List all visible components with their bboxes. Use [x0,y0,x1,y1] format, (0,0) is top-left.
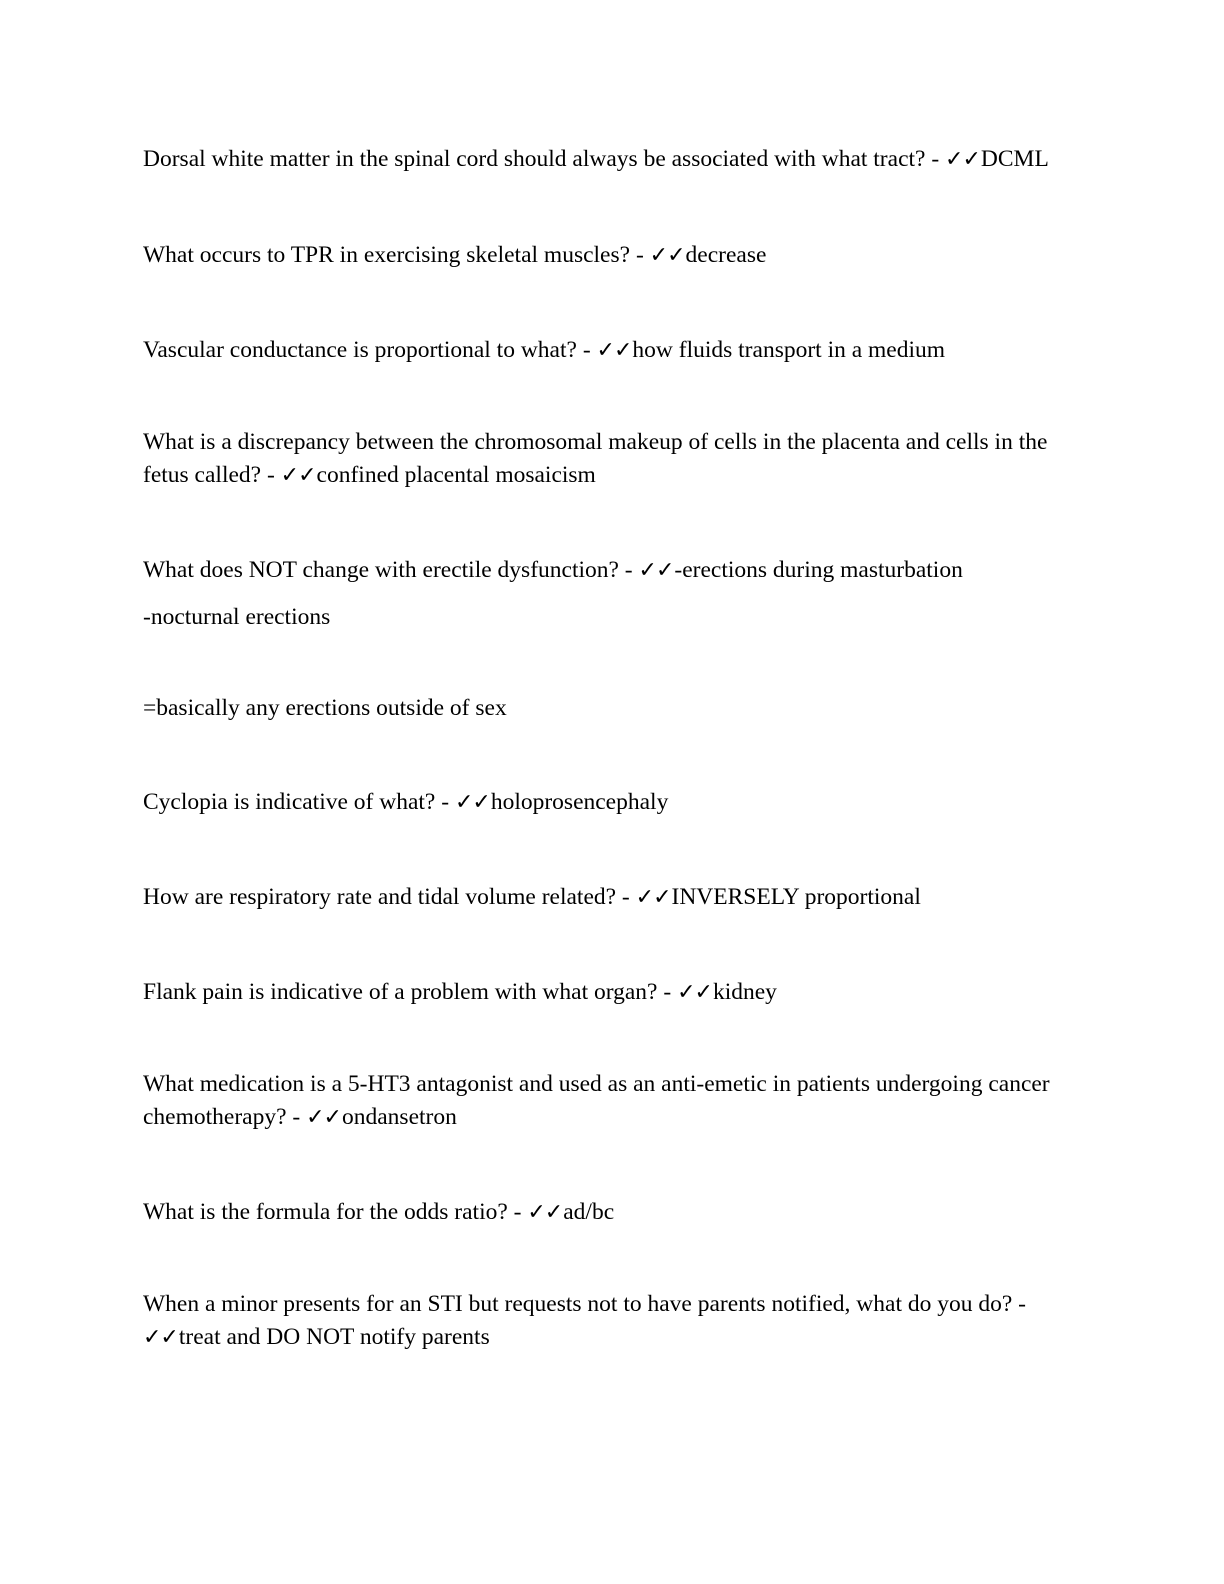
qa-item-3 [143,334,1083,367]
answer-text: ondansetron [342,1104,457,1130]
qa-item-7 [143,881,1083,914]
qa-item-1 [143,143,1083,176]
qa-item-2 [143,239,1083,272]
answer-text: treat and DO NOT notify parents [178,1324,490,1350]
question-text: How are respiratory rate and tidal volume related? - [143,884,636,910]
question-text: What is the formula for the odds ratio? - [143,1199,528,1225]
qa-item-8 [143,976,1083,1009]
double-check-icon: ✓✓ [677,980,712,1005]
answer-text: ad/bc [563,1199,615,1225]
answer-text: DCML [980,146,1049,172]
answer-text: INVERSELY proportional [671,884,921,910]
question-text: What occurs to TPR in exercising skeletal muscles? - [143,242,650,268]
answer-continuation: =basically any erections outside of sex [143,695,507,721]
question-text: What does NOT change with erectile dysfunction? - [143,557,639,583]
double-check-icon: ✓✓ [649,243,685,268]
answer-text: kidney [712,979,777,1005]
double-check-icon: ✓✓ [945,147,980,172]
answer-text: decrease [685,242,767,268]
qa-item-4 [143,426,1083,492]
qa-item-11 [143,1288,1083,1354]
double-check-icon: ✓✓ [306,1105,341,1130]
double-check-icon: ✓✓ [638,558,674,583]
question-text: Flank pain is indicative of a problem with what organ? - [143,979,678,1005]
question-text: When a minor presents for an STI but requests not to have parents notified, what do you do? - [143,1291,1026,1317]
qa-item-10 [143,1196,1083,1229]
question-text: Vascular conductance is proportional to what? - [143,337,597,363]
double-check-icon: ✓✓ [143,1325,178,1350]
qa-item-9 [143,1068,1083,1134]
qa-item-5 [143,554,1083,587]
answer-text: confined placental mosaicism [316,462,596,488]
double-check-icon: ✓✓ [454,790,490,815]
qa-item-6 [143,786,1083,819]
answer-text: how fluids transport in a medium [632,337,946,363]
answer-text: holoprosencephaly [490,789,669,815]
double-check-icon: ✓✓ [596,338,632,363]
answer-text: -erections during masturbation [674,557,963,583]
question-text: What medication is a 5-HT3 antagonist and used as an anti-emetic in patients undergoing cancer chemotherapy? - [143,1071,1050,1130]
double-check-icon: ✓✓ [280,463,316,488]
question-text: Cyclopia is indicative of what? - [143,789,455,815]
question-text: Dorsal white matter in the spinal cord should always be associated with what tract? - [143,146,946,172]
question-text: What is a discrepancy between the chromosomal makeup of cells in the placenta and cells in the fetus called? - [143,429,1048,488]
double-check-icon: ✓✓ [527,1200,563,1225]
double-check-icon: ✓✓ [635,885,671,910]
answer-continuation: -nocturnal erections [143,604,331,630]
